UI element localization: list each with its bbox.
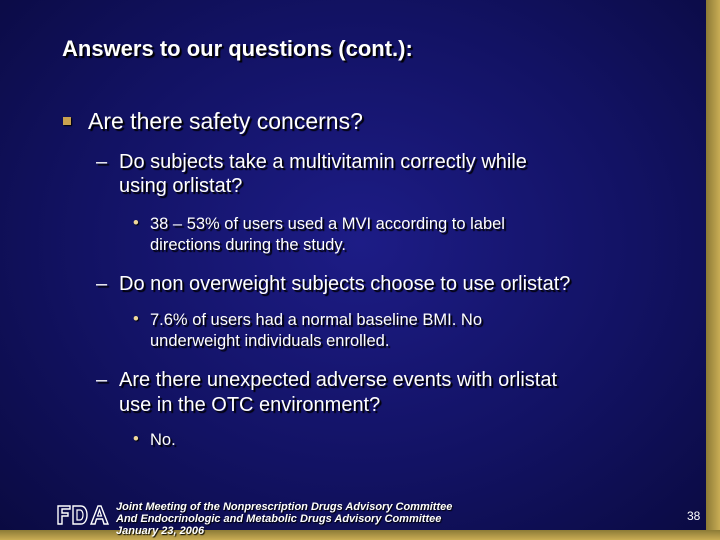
footer-line1: Joint Meeting of the Nonprescription Drugs Advisory Committee <box>116 501 453 513</box>
item1-sub-line2: directions during the study. <box>150 236 346 254</box>
dash-bullet: – <box>96 151 108 173</box>
item2-sub-line1: 7.6% of users had a normal baseline BMI. No <box>150 311 483 329</box>
slide-title: Answers to our questions (cont.): <box>62 36 413 61</box>
square-bullet-icon <box>63 117 71 125</box>
item3-sub-line1: No. <box>150 431 176 449</box>
slide-frame-right <box>706 0 720 540</box>
item3-line1: Are there unexpected adverse events with orlistat <box>119 369 558 391</box>
level1-text: Are there safety concerns? <box>88 108 363 134</box>
item1-sub-line1: 38 – 53% of users used a MVI according to label <box>150 215 505 233</box>
item3-line2: use in the OTC environment? <box>119 394 381 416</box>
item2-line1: Do non overweight subjects choose to use orlistat? <box>119 273 571 295</box>
page-number: 38 <box>687 509 701 523</box>
dot-bullet-icon: • <box>133 214 139 232</box>
item1-line2: using orlistat? <box>119 175 243 197</box>
dash-bullet: – <box>96 273 108 295</box>
footer-line3: January 23, 2006 <box>116 525 205 537</box>
dash-bullet: – <box>96 369 108 391</box>
footer-line2: And Endocrinologic and Metabolic Drugs Advisory Committee <box>116 513 442 525</box>
dot-bullet-icon: • <box>133 310 139 328</box>
item1-line1: Do subjects take a multivitamin correctly while <box>119 151 527 173</box>
footer-text <box>116 501 452 537</box>
fda-logo <box>56 503 110 527</box>
dot-bullet-icon: • <box>133 430 139 448</box>
item2-sub-line2: underweight individuals enrolled. <box>150 332 390 350</box>
